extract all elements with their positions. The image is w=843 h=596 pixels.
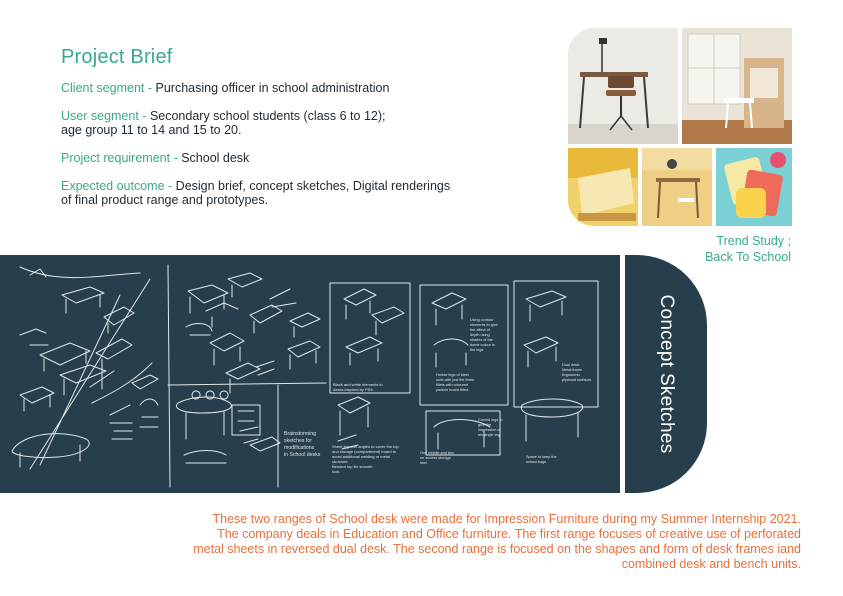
internship-note [161, 512, 801, 572]
note-sheet-4: structure. [332, 459, 349, 464]
requirement-label: Project requirement [61, 151, 171, 165]
user-segment-label: User segment [61, 109, 139, 123]
page-title: Project Brief [61, 46, 173, 68]
user-segment-value: Secondary school students (class 6 to 12); [149, 109, 386, 123]
note-brainstorm-3: modifications [284, 445, 315, 451]
note-middle-1: One middle and two [420, 451, 454, 455]
sketch-group-left [12, 267, 158, 469]
note-space-2: school bags [526, 460, 547, 464]
note-middle-3: shel [420, 461, 427, 465]
note-hollow-2: rods with just the three [436, 378, 475, 382]
note-dual-3: Ergonomic [562, 373, 581, 377]
desk-photo [568, 28, 678, 144]
project-brief [61, 46, 541, 221]
note-line-2: The company deals in Education and Office furniture. The first range focuses of creative use of perforated [217, 527, 801, 541]
note-line-4: combined desk and bench units. [621, 557, 801, 571]
expected-outcome: Expected outcome - Design brief, concept sketches, Digital renderings of final product range and prototypes. [61, 179, 451, 207]
concept-sketches [0, 255, 620, 493]
note-contour-3: the effect of [470, 328, 490, 332]
lamp-desk-photo [642, 148, 712, 226]
note-blacks-1: Black and white elements in [333, 382, 383, 387]
note-brainstorm-4: in School desks [284, 452, 321, 458]
note-contour-6: dome colour in [470, 343, 495, 347]
note-hollow-3: fillets with coloured [436, 383, 469, 387]
note-sheet-5: Bended top for smooth [332, 464, 373, 469]
note-curved-4: rectangle leg [478, 433, 500, 437]
sketch-group-center-bottom [176, 391, 280, 463]
client-segment: Client segment - Purchasing officer in school administration [61, 81, 390, 95]
concept-sketches-label: Concept Sketches [656, 294, 677, 454]
note-middle-2: on access storage [420, 456, 451, 460]
note-contour-2: elements to give [470, 323, 498, 327]
stationery-photo [716, 148, 792, 226]
sketch-group-right [330, 281, 598, 455]
user-segment: User segment - Secondary school students (class 6 to 12); age group 11 to 14 and 15 to 20. [61, 109, 386, 137]
note-sheet-6: look. [332, 469, 341, 474]
note-contour-4: depth using [470, 333, 490, 337]
user-segment-value-2: age group 11 to 14 and 15 to 20. [61, 123, 242, 137]
concept-sketches-tab [625, 255, 707, 493]
trend-caption-line1: Trend Study ; [716, 234, 791, 248]
note-contour-7: the legs. [470, 348, 485, 352]
outcome-value-2: of final product range and prototypes. [61, 193, 269, 207]
note-blacks-2: desks inspired by PS5. [333, 387, 374, 392]
trend-caption [705, 233, 791, 265]
note-curved-1: Curved legs to [478, 418, 503, 422]
yellow-desk-photo [568, 148, 638, 226]
project-requirement: Project requirement - School desk [61, 151, 250, 165]
note-hollow-1: Hollow legs of steel [436, 373, 469, 377]
client-segment-value: Purchasing officer in school administration [155, 81, 390, 95]
note-brainstorm-1: Brainstorming [284, 431, 317, 437]
note-sheet-2: and storage (compartment) board to [332, 449, 397, 454]
trend-collage [568, 28, 792, 226]
note-hollow-4: particle board tilted. [436, 388, 470, 392]
client-segment-label: Client segment [61, 81, 145, 95]
note-contour-5: shades of the [470, 338, 493, 342]
trend-photos [568, 28, 792, 226]
outcome-value: Design brief, concept sketches, Digital renderings [175, 179, 451, 193]
outcome-label: Expected outcome [61, 179, 165, 193]
note-sheet-1: Sheet leg with angles to cover the top [332, 444, 399, 449]
note-line-3: metal sheets in reversed dual desk. The second range is focused on the shapes and form of desk frames iand [193, 542, 801, 556]
note-contour-1: Using contour [470, 318, 494, 322]
note-brainstorm-2: sketches for [284, 438, 312, 444]
room-photo [682, 28, 792, 144]
note-dual-2: Metal frame [562, 368, 583, 372]
note-sheet-3: avoid additional welding or metal [332, 454, 391, 459]
requirement-value: School desk [181, 151, 250, 165]
note-curved-3: impression of [478, 428, 501, 432]
trend-caption-line2: Back To School [705, 250, 791, 264]
note-line-1: These two ranges of School desk were made for Impression Furniture during my Summer Internship 2021. [212, 512, 801, 526]
note-curved-2: give the [478, 423, 492, 427]
note-dual-4: plywood surfaces [562, 378, 592, 382]
note-dual-1: Dual desk: [562, 363, 580, 367]
note-space-1: Space to keep the [526, 455, 557, 459]
